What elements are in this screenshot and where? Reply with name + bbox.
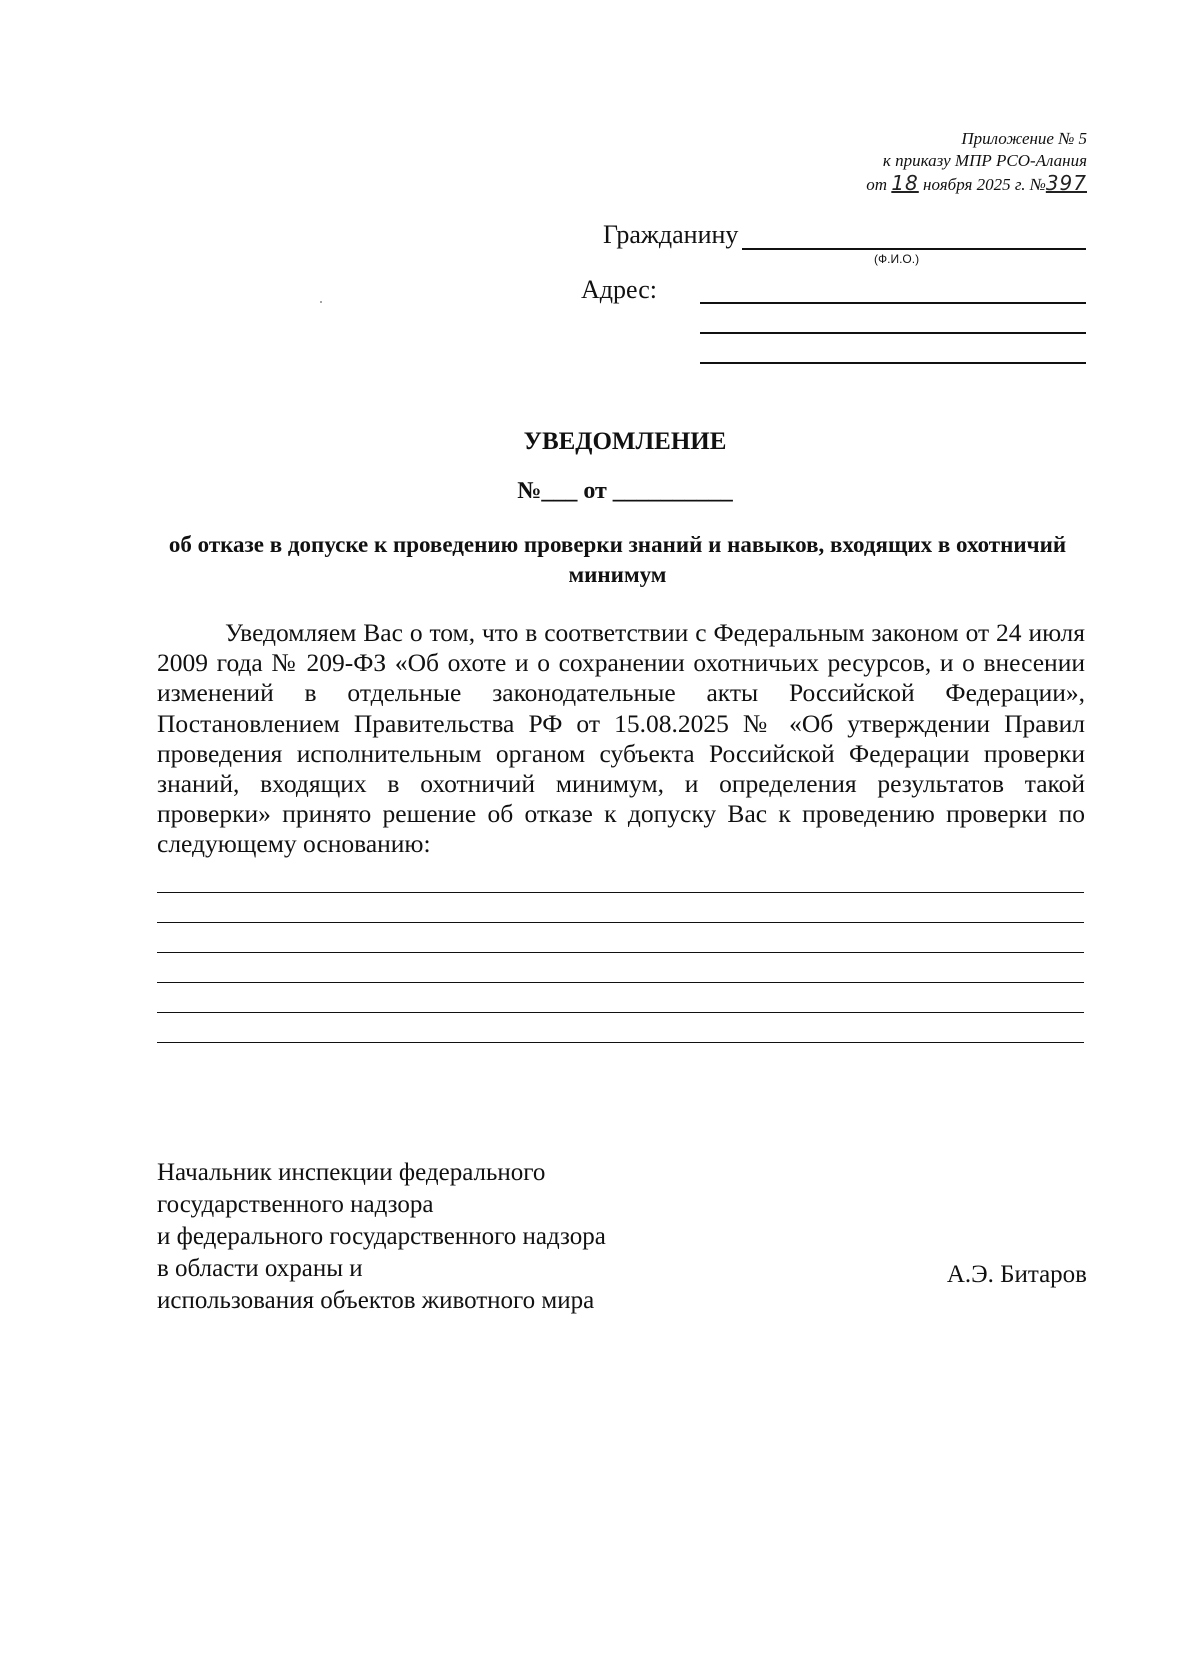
signatory-position-line: в области охраны и — [157, 1255, 363, 1282]
reason-line[interactable] — [157, 1042, 1084, 1043]
notice-subtitle: об отказе в допуске к проведению проверки знаний и навыков, входящих в охотничий минимум — [168, 532, 1067, 587]
reason-line[interactable] — [157, 892, 1084, 893]
reason-line[interactable] — [157, 982, 1084, 983]
reason-line[interactable] — [157, 1012, 1084, 1013]
signatory-name: А.Э. Битаров — [946, 1261, 1087, 1288]
appendix-line-2: к приказу МПР РСО-Алания — [882, 151, 1087, 170]
scan-speck — [320, 301, 322, 303]
appendix-date-day: 18 — [891, 171, 919, 195]
address-field-line-2[interactable] — [700, 332, 1086, 334]
signatory-position-line: государственного надзора — [157, 1191, 434, 1218]
notice-title: УВЕДОМЛЕНИЕ — [523, 428, 727, 455]
address-field-line-3[interactable] — [700, 362, 1086, 364]
fio-hint: (Ф.И.О.) — [874, 252, 920, 266]
appendix-number: 397 — [1045, 171, 1087, 195]
appendix-line-3 — [727, 172, 1087, 196]
appendix-line-1: Приложение № 5 — [961, 129, 1087, 148]
reason-line[interactable] — [157, 952, 1084, 953]
appendix-date-prefix: от — [866, 175, 888, 194]
notice-number-line: №___ от __________ — [517, 478, 733, 504]
signatory-position-line: и федерального государственного надзора — [157, 1223, 606, 1250]
citizen-label: Гражданину — [603, 220, 739, 249]
appendix-header — [727, 128, 1087, 196]
signatory-position-line: Начальник инспекции федерального — [157, 1159, 546, 1186]
signatory-position — [157, 1157, 606, 1317]
appendix-date-rest: ноября 2025 г. — [923, 175, 1026, 194]
notice-body: Уведомляем Вас о том, что в соответствии с Федеральным законом от 24 июля 2009 года № 209-ФЗ «Об охоте и о сохранении охотничьих ресурсов, и о внесении изменений в отдельные законодательные акты Российской Федерации», Постановлением Правительства РФ от 15.08.2025 № «Об утверждении Правил проведения исполнительным органом субъекта Российской Федерации проверки знаний, входящих в охотничий минимум, и определения результатов такой проверки» принято решение об отказе к допуску Вас к проведению проверки по следующему основанию: — [157, 618, 1085, 859]
address-label: Адрес: — [581, 275, 657, 304]
reason-line[interactable] — [157, 922, 1084, 923]
appendix-number-prefix: № — [1029, 175, 1046, 194]
signatory-position-line: использования объектов животного мира — [157, 1287, 595, 1314]
citizen-name-field[interactable] — [742, 248, 1086, 250]
address-field-line-1[interactable] — [700, 302, 1086, 304]
